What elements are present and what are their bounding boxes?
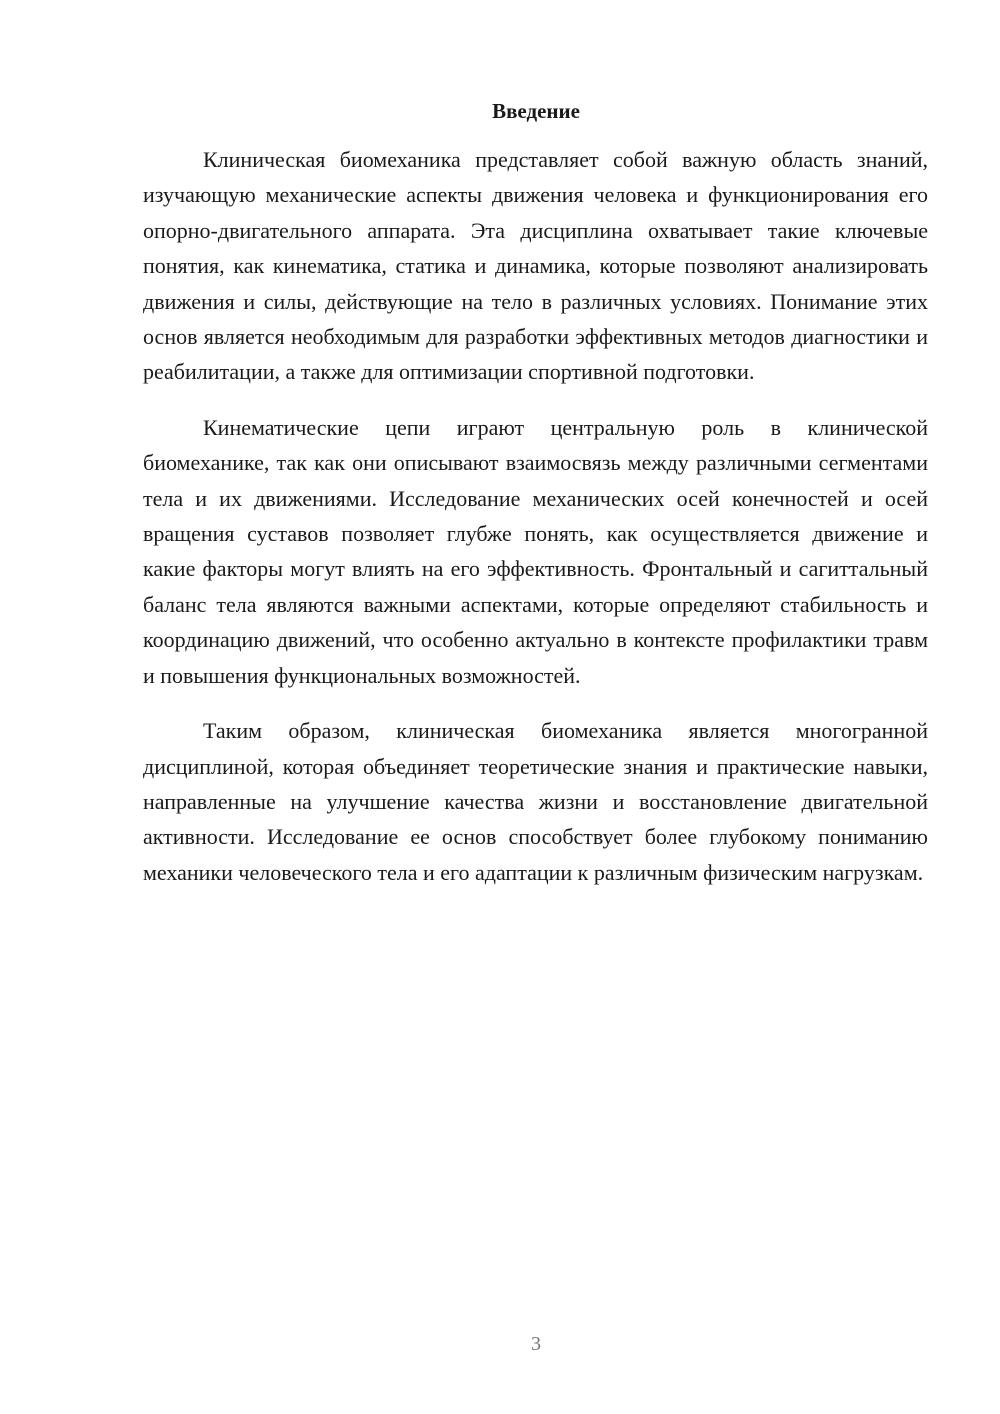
body-text xyxy=(143,142,928,910)
paragraph-3: Таким образом, клиническая биомеханика является многогранной дисциплиной, которая объединяет теоретические знания и практические навыки, направленные на улучшение качества жизни и восстановление двигательной активности. Исследование ее основ способствует более глубокому пониманию механики человеческого тела и его адаптации к различным физическим нагрузкам. xyxy=(143,718,928,885)
paragraph-2: Кинематические цепи играют центральную роль в клинической биомеханике, так как они описывают взаимосвязь между различными сегментами тела и их движениями. Исследование механических осей конечностей и осей вращения суставов позволяет глубже понять, как осуществляется движение и какие факторы могут влиять на его эффективность. Фронтальный и сагиттальный баланс тела являются важными аспектами, которые определяют стабильность и координацию движений, что особенно актуально в контексте профилактики травм и повышения функциональных возможностей. xyxy=(143,414,928,688)
paragraph-1: Клиническая биомеханика представляет собой важную область знаний, изучающую механические аспекты движения человека и функционирования его опорно-двигательного аппарата. Эта дисциплина охватывает такие ключевые понятия, как кинематика, статика и динамика, которые позволяют анализировать движения и силы, действующие на тело в различных условиях. Понимание этих основ является необходимым для разработки эффективных методов диагностики и реабилитации, а также для оптимизации спортивной подготовки. xyxy=(143,147,928,385)
section-title: Введение xyxy=(492,99,580,123)
page-number: 3 xyxy=(531,1333,541,1355)
